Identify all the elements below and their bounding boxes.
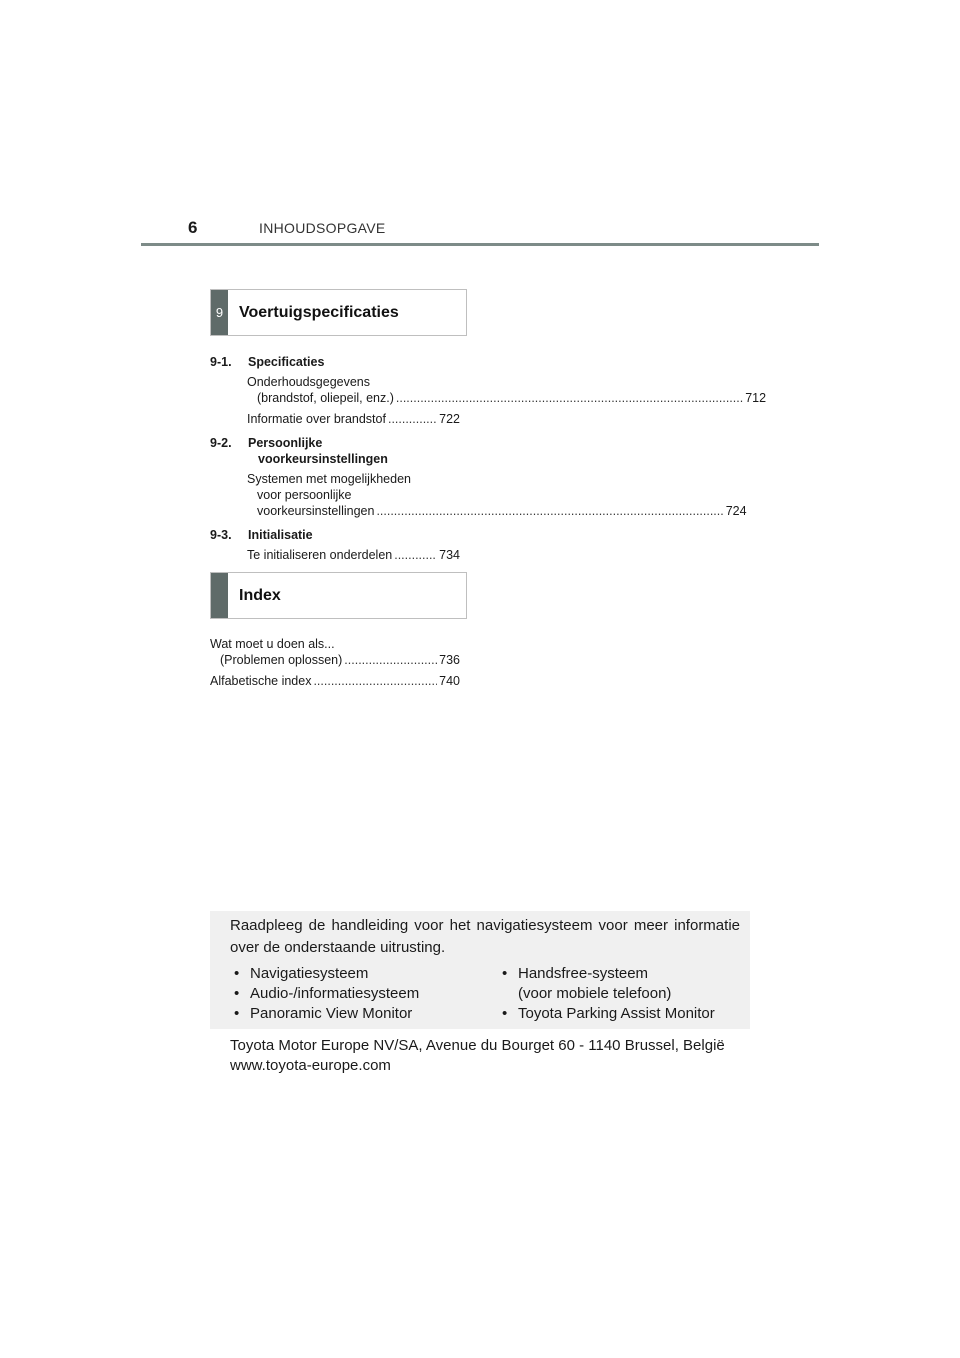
toc-page-number: 734 bbox=[439, 548, 460, 562]
navigation-info-box bbox=[210, 911, 750, 1029]
equipment-item: • Handsfree-systeem bbox=[502, 965, 649, 982]
subsection-title: Persoonlijke bbox=[248, 436, 323, 450]
toc-entry-line: (brandstof, oliepeil, enz.) bbox=[257, 391, 394, 405]
toc-entry-line: voor persoonlijke bbox=[257, 488, 352, 502]
subsection-title: Specificaties bbox=[248, 355, 325, 369]
index-tab bbox=[211, 573, 228, 618]
index-item-line: Wat moet u doen als... bbox=[210, 637, 335, 651]
index-item-line: Alfabetische index bbox=[210, 674, 312, 688]
toc-entry-line: Systemen met mogelijkheden bbox=[247, 472, 411, 486]
index-page-number: 736 bbox=[439, 653, 460, 667]
section-9-toc bbox=[210, 354, 767, 568]
toc-entry-line: Onderhoudsgegevens bbox=[247, 375, 371, 389]
toc-entry[interactable] bbox=[210, 547, 460, 563]
index-title: Index bbox=[239, 587, 281, 604]
equipment-item: • Audio-/informatiesysteem bbox=[234, 985, 420, 1002]
equipment-list-left bbox=[234, 964, 419, 1024]
toc-subsection-9-3 bbox=[210, 527, 460, 543]
toc-entry[interactable] bbox=[210, 411, 460, 427]
subsection-number: 9-1. bbox=[210, 355, 232, 369]
publisher-website[interactable]: www.toyota-europe.com bbox=[230, 1057, 391, 1074]
index-page-number: 740 bbox=[439, 674, 460, 688]
running-head: INHOUDSOPGAVE bbox=[259, 220, 386, 236]
index-heading bbox=[210, 572, 467, 619]
section-9-tab: 9 bbox=[211, 290, 228, 335]
toc-entry[interactable] bbox=[210, 471, 747, 519]
header-rule bbox=[141, 243, 819, 246]
equipment-item: • Panoramic View Monitor bbox=[234, 1005, 413, 1022]
index-item-line: (Problemen oplossen) bbox=[220, 653, 343, 667]
equipment-list-right bbox=[502, 964, 715, 1024]
equipment-item: • Toyota Parking Assist Monitor bbox=[502, 1005, 715, 1022]
subsection-title: Initialisatie bbox=[248, 528, 313, 542]
toc-page-number: 724 bbox=[725, 504, 747, 518]
equipment-item: • Navigatiesysteem bbox=[234, 965, 369, 982]
index-item[interactable] bbox=[210, 636, 460, 668]
publisher-footer bbox=[230, 1036, 725, 1076]
toc-subsection-9-2 bbox=[210, 435, 460, 467]
index-item[interactable] bbox=[210, 673, 460, 689]
section-9-title: Voertuigspecificaties bbox=[239, 304, 399, 321]
subsection-number: 9-2. bbox=[210, 436, 232, 450]
publisher-address: Toyota Motor Europe NV/SA, Avenue du Bourget 60 - 1140 Brussel, België bbox=[230, 1037, 725, 1054]
toc-subsection-9-1 bbox=[210, 354, 460, 370]
section-9-heading bbox=[210, 289, 467, 336]
toc-entry-line: Te initialiseren onderdelen bbox=[247, 548, 393, 562]
toc-entry-line: voorkeursinstellingen bbox=[257, 504, 375, 518]
subsection-title: voorkeursinstellingen bbox=[258, 452, 388, 466]
toc-page-number: 712 bbox=[745, 391, 767, 405]
toc-page-number: 722 bbox=[439, 412, 460, 426]
toc-entry[interactable] bbox=[210, 374, 767, 406]
index-list bbox=[210, 636, 460, 694]
toc-entry-line: Informatie over brandstof bbox=[247, 412, 386, 426]
navigation-info-intro: Raadpleeg de handleiding voor het navigatiesysteem voor meer informatie over de onderstaande uitrusting. bbox=[230, 917, 740, 956]
page-number: 6 bbox=[188, 218, 198, 237]
equipment-item-continuation: (voor mobiele telefoon) bbox=[518, 985, 672, 1002]
subsection-number: 9-3. bbox=[210, 528, 232, 542]
